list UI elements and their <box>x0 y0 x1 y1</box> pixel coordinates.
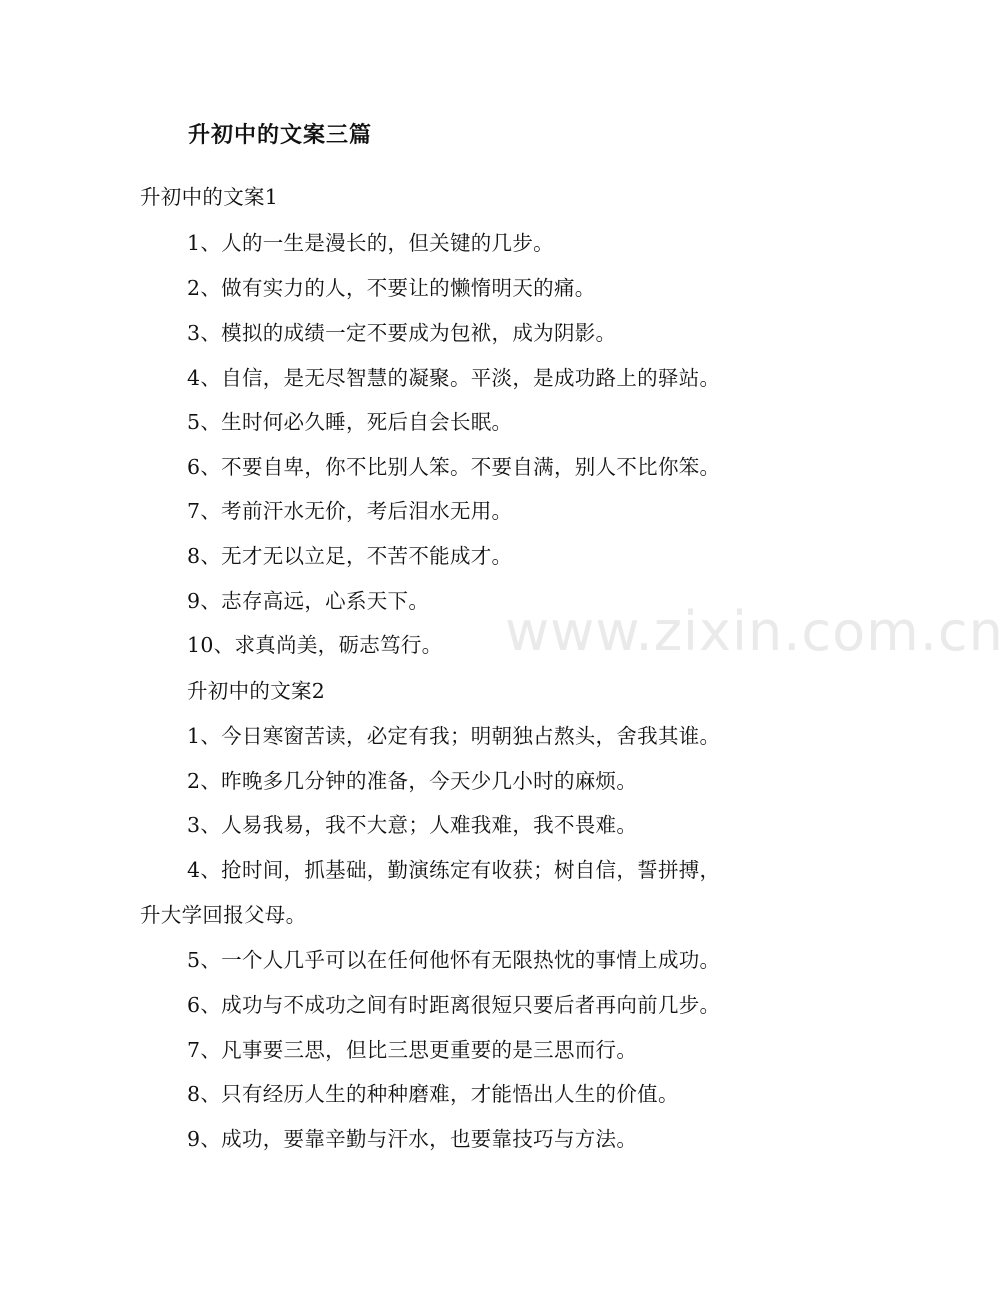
list-item: 4、抢时间，抓基础，勤演练定有收获；树自信，誓拼搏， <box>187 858 721 882</box>
list-item: 8、只有经历人生的种种磨难，才能悟出人生的价值。 <box>187 1082 679 1106</box>
list-item: 6、不要自卑，你不比别人笨。不要自满，别人不比你笨。 <box>187 455 721 479</box>
list-item: 9、成功，要靠辛勤与汗水，也要靠技巧与方法。 <box>187 1127 638 1151</box>
list-item: 8、无才无以立足，不苦不能成才。 <box>187 544 513 568</box>
document-title: 升初中的文案三篇 <box>188 123 373 148</box>
list-item: 3、人易我易，我不大意；人难我难，我不畏难。 <box>187 813 638 837</box>
list-item: 4、自信，是无尽智慧的凝聚。平淡，是成功路上的驿站。 <box>187 366 721 390</box>
section-heading-1: 升初中的文案1 <box>140 185 279 209</box>
list-item: 9、志存高远，心系天下。 <box>187 589 430 613</box>
list-item: 3、模拟的成绩一定不要成为包袱，成为阴影。 <box>187 321 617 345</box>
section-heading-2: 升初中的文案2 <box>187 679 326 703</box>
list-item: 7、考前汗水无价，考后泪水无用。 <box>187 499 513 523</box>
list-item: 7、凡事要三思，但比三思更重要的是三思而行。 <box>187 1038 638 1062</box>
list-item: 10、求真尚美，砺志笃行。 <box>187 633 443 657</box>
list-item: 1、今日寒窗苦读，必定有我；明朝独占熬头，舍我其谁。 <box>187 724 721 748</box>
list-item: 6、成功与不成功之间有时距离很短只要后者再向前几步。 <box>187 993 721 1017</box>
list-item: 5、一个人几乎可以在任何他怀有无限热忱的事情上成功。 <box>187 948 721 972</box>
list-item: 1、人的一生是漫长的，但关键的几步。 <box>187 231 554 255</box>
list-item: 5、生时何必久睡，死后自会长眠。 <box>187 410 513 434</box>
list-item: 2、昨晚多几分钟的准备，今天少几小时的麻烦。 <box>187 769 638 793</box>
watermark: www.zixin.com.cn <box>505 600 1004 663</box>
list-item: 2、做有实力的人，不要让的懒惰明天的痛。 <box>187 276 596 300</box>
list-item-continuation: 升大学回报父母。 <box>140 903 307 927</box>
